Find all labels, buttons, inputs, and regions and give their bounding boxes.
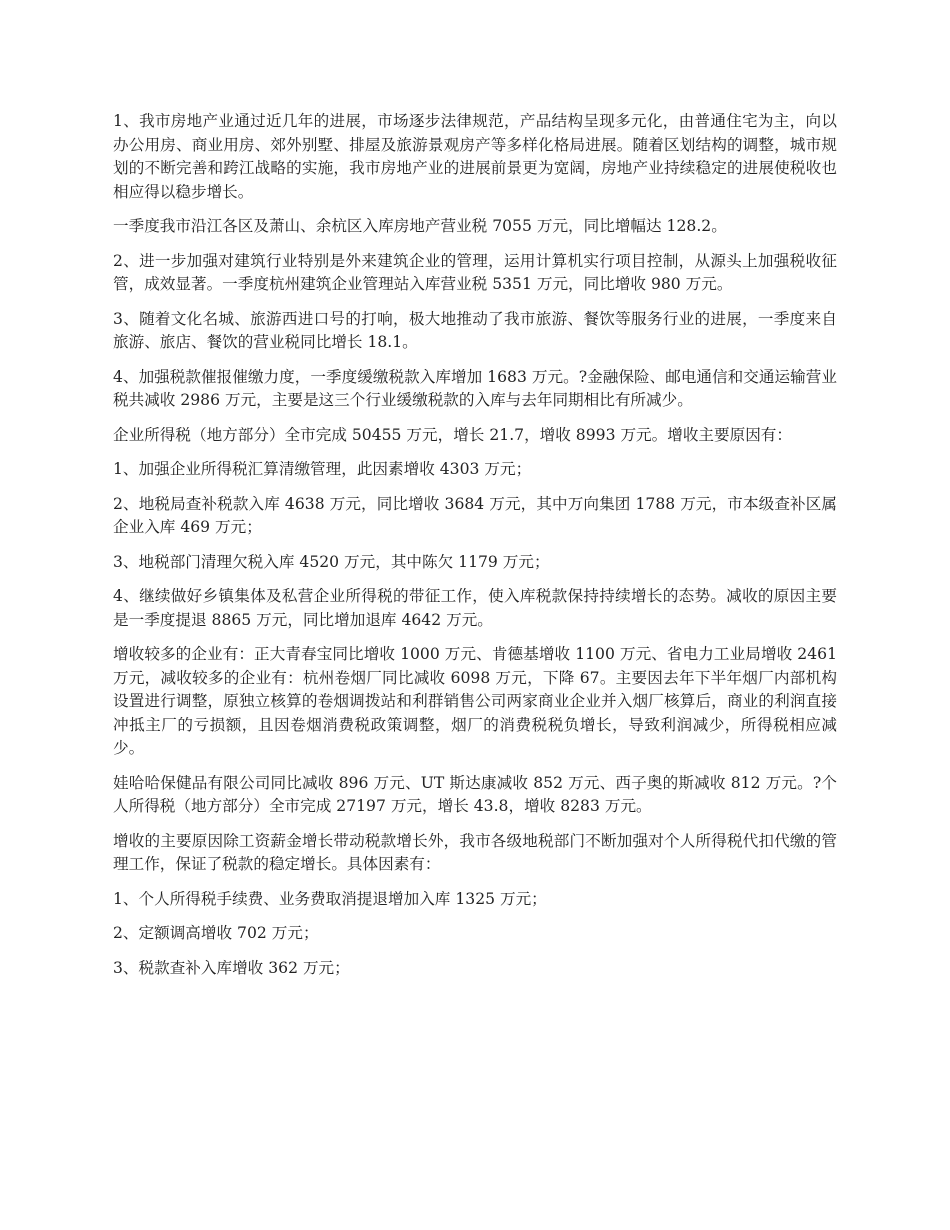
paragraph: 2、定额调高增收 702 万元； xyxy=(113,924,319,942)
paragraph: 增收的主要原因除工资薪金增长带动税款增长外，我市各级地税部门不断加强对个人所得税代扣代缴的管理工作，保证了税款的稳定增长。具体因素有： xyxy=(113,831,837,873)
paragraph: 1、个人所得税手续费、业务费取消提退增加入库 1325 万元； xyxy=(113,889,547,908)
paragraph: 娃哈哈保健品有限公司同比减收 896 万元、UT 斯达康减收 852 万元、西子奥的斯减收 812 万元。?个人所得税（地方部分）全市完成 27197 万元，增长 43.8，增收 8283 万元。 xyxy=(113,773,837,815)
paragraph: 3、随着文化名城、旅游西进口号的打响，极大地推动了我市旅游、餐饮等服务行业的进展，一季度来自旅游、旅店、餐饮的营业税同比增长 18.1。 xyxy=(113,309,837,351)
paragraph: 一季度我市沿江各区及萧山、余杭区入库房地产营业税 7055 万元，同比增幅达 128.2。 xyxy=(113,217,727,235)
paragraph: 2、地税局查补税款入库 4638 万元，同比增收 3684 万元，其中万向集团 1788 万元，市本级查补区属企业入库 469 万元； xyxy=(113,494,837,536)
paragraph: 4、加强税款催报催缴力度，一季度缓缴税款入库增加 1683 万元。?金融保险、邮电通信和交通运输营业税共减收 2986 万元，主要是这三个行业缓缴税款的入库与去年同期相比有所减少。 xyxy=(113,367,837,409)
paragraph: 3、地税部门清理欠税入库 4520 万元，其中陈欠 1179 万元； xyxy=(113,552,550,571)
paragraph: 4、继续做好乡镇集体及私营企业所得税的带征工作，使入库税款保持持续增长的态势。减收的原因主要是一季度提退 8865 万元，同比增加退库 4642 万元。 xyxy=(113,587,837,629)
paragraph: 企业所得税（地方部分）全市完成 50455 万元，增长 21.7，增收 8993 万元。增收主要原因有： xyxy=(113,425,792,444)
paragraph: 增收较多的企业有：正大青春宝同比增收 1000 万元、肯德基增收 1100 万元、省电力工业局增收 2461 万元，减收较多的企业有：杭州卷烟厂同比减收 6098 万元，下降 67。主要因去年下半年烟厂内部机构设置进行调整，原独立核算的卷烟调拨站和利群销售公司两家商业企业并入烟厂核算后，商业的利润直接冲抵主厂的亏损额，且因卷烟消费税政策调整，烟厂的消费税税负增长，导致利润减少，所得税相应减少。 xyxy=(113,645,837,757)
paragraph: 2、进一步加强对建筑行业特别是外来建筑企业的管理，运用计算机实行项目控制，从源头上加强税收征管，成效显著。一季度杭州建筑企业管理站入库营业税 5351 万元，同比增收 980 万元。 xyxy=(113,251,837,293)
document-body xyxy=(113,110,837,991)
paragraph: 1、我市房地产业通过近几年的进展，市场逐步法律规范，产品结构呈现多元化，由普通住宅为主，向以办公用房、商业用房、郊外别墅、排屋及旅游景观房产等多样化格局进展。随着区划结构的调整，城市规划的不断完善和跨江战略的实施，我市房地产业的进展前景更为宽阔，房地产业持续稳定的进展使税收也相应得以稳步增长。 xyxy=(113,112,837,201)
paragraph: 1、加强企业所得税汇算清缴管理，此因素增收 4303 万元； xyxy=(113,460,532,478)
paragraph: 3、税款查补入库增收 362 万元； xyxy=(113,958,350,977)
